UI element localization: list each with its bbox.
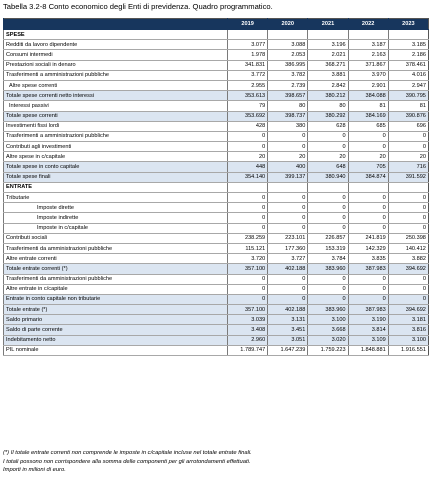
value-cell: 0: [268, 274, 308, 284]
value-cell: 140.412: [388, 243, 428, 253]
value-cell: 648: [308, 162, 348, 172]
value-cell: 3.020: [308, 335, 348, 345]
table-row: [4, 131, 429, 141]
value-cell: [348, 30, 388, 40]
value-cell: 0: [268, 203, 308, 213]
value-cell: 0: [388, 223, 428, 233]
value-cell: 0: [308, 294, 348, 304]
value-cell: 0: [268, 284, 308, 294]
value-cell: 3.109: [348, 335, 388, 345]
table-row: [4, 223, 429, 233]
row-label: Altre entrate correnti: [4, 254, 228, 264]
value-cell: 0: [228, 193, 268, 203]
row-label: Contributi agli investimenti: [4, 142, 228, 152]
row-label: SPESE: [4, 30, 228, 40]
value-cell: 380: [268, 121, 308, 131]
header-year-cell: 2020: [268, 19, 308, 30]
value-cell: 3.051: [268, 335, 308, 345]
value-cell: 0: [308, 131, 348, 141]
row-label: Totale spese correnti: [4, 111, 228, 121]
table-caption: Tabella 3.2-8 Conto economico degli Enti di previdenza. Quadro programmatico.: [3, 2, 273, 11]
value-cell: 380.940: [308, 172, 348, 182]
header-year-cell: 2021: [308, 19, 348, 30]
value-cell: 3.784: [308, 254, 348, 264]
value-cell: 2.901: [348, 80, 388, 90]
row-label: Prestazioni sociali in denaro: [4, 60, 228, 70]
table-body: [4, 30, 429, 356]
value-cell: 384.169: [348, 111, 388, 121]
value-cell: 705: [348, 162, 388, 172]
value-cell: 1.647.239: [268, 345, 308, 355]
value-cell: 402.188: [268, 305, 308, 315]
value-cell: 371.867: [348, 60, 388, 70]
value-cell: 3.088: [268, 40, 308, 50]
value-cell: 0: [308, 213, 348, 223]
row-label: PIL nominale: [4, 345, 228, 355]
value-cell: 394.692: [388, 305, 428, 315]
table-row: [4, 315, 429, 325]
note-line: I totali possono non corrispondere alla somma delle componenti per gli arrotondamenti effettuati.: [3, 458, 251, 465]
table-row: [4, 142, 429, 152]
value-cell: 0: [268, 223, 308, 233]
value-cell: 2.163: [348, 50, 388, 60]
header-year-cell: 2019: [228, 19, 268, 30]
value-cell: 0: [348, 131, 388, 141]
value-cell: 353.692: [228, 111, 268, 121]
value-cell: 390.876: [388, 111, 428, 121]
value-cell: 81: [348, 101, 388, 111]
value-cell: 0: [308, 203, 348, 213]
table-notes: [3, 449, 252, 475]
value-cell: 1.789.747: [228, 345, 268, 355]
value-cell: 384.874: [348, 172, 388, 182]
value-cell: 0: [348, 294, 388, 304]
value-cell: 3.131: [268, 315, 308, 325]
value-cell: 0: [228, 274, 268, 284]
table-row: [4, 335, 429, 345]
value-cell: 2.186: [388, 50, 428, 60]
table-row: [4, 172, 429, 182]
value-cell: 3.100: [308, 315, 348, 325]
table-row: [4, 50, 429, 60]
table-row: [4, 294, 429, 304]
table-row: [4, 162, 429, 172]
value-cell: 386.995: [268, 60, 308, 70]
value-cell: [388, 182, 428, 192]
value-cell: [388, 30, 428, 40]
value-cell: 378.461: [388, 60, 428, 70]
value-cell: 0: [308, 193, 348, 203]
value-cell: 20: [308, 152, 348, 162]
table-row: [4, 193, 429, 203]
value-cell: 0: [348, 213, 388, 223]
row-label: Indebitamento netto: [4, 335, 228, 345]
value-cell: 716: [388, 162, 428, 172]
value-cell: 390.795: [388, 91, 428, 101]
value-cell: 357.100: [228, 264, 268, 274]
row-label: Altre spese correnti: [4, 80, 228, 90]
row-label: Tributarie: [4, 193, 228, 203]
table-row: [4, 30, 429, 40]
value-cell: [228, 182, 268, 192]
row-label: Totale spese finali: [4, 172, 228, 182]
value-cell: 1.848.881: [348, 345, 388, 355]
value-cell: 0: [268, 131, 308, 141]
value-cell: 3.187: [348, 40, 388, 50]
table-row: [4, 70, 429, 80]
value-cell: 80: [268, 101, 308, 111]
value-cell: [308, 30, 348, 40]
value-cell: 685: [348, 121, 388, 131]
table-row: [4, 203, 429, 213]
row-label: Entrate in conto capitale non tributarie: [4, 294, 228, 304]
table-header-row: [4, 19, 429, 30]
value-cell: 3.190: [348, 315, 388, 325]
value-cell: 3.720: [228, 254, 268, 264]
value-cell: 0: [268, 294, 308, 304]
value-cell: 357.100: [228, 305, 268, 315]
value-cell: [268, 30, 308, 40]
value-cell: 142.329: [348, 243, 388, 253]
table-row: [4, 213, 429, 223]
value-cell: 354.140: [228, 172, 268, 182]
table-row: [4, 101, 429, 111]
value-cell: 0: [308, 142, 348, 152]
value-cell: 20: [348, 152, 388, 162]
value-cell: 448: [228, 162, 268, 172]
row-label: Saldo primario: [4, 315, 228, 325]
value-cell: 0: [228, 284, 268, 294]
value-cell: 3.727: [268, 254, 308, 264]
note-line: (*) Il totale entrate correnti non comprende le imposte in c/capitale incluse nel totale entrate finali.: [3, 450, 252, 456]
value-cell: 387.983: [348, 305, 388, 315]
value-cell: 0: [348, 284, 388, 294]
row-label: Altre spese in c/capitale: [4, 152, 228, 162]
row-label: Imposte indirette: [4, 213, 228, 223]
value-cell: 79: [228, 101, 268, 111]
value-cell: 238.259: [228, 233, 268, 243]
value-cell: 380.292: [308, 111, 348, 121]
value-cell: 398.737: [268, 111, 308, 121]
table-row: [4, 284, 429, 294]
header-year-cell: 2023: [388, 19, 428, 30]
value-cell: 3.814: [348, 325, 388, 335]
value-cell: 0: [388, 213, 428, 223]
value-cell: 0: [228, 223, 268, 233]
table-row: [4, 233, 429, 243]
value-cell: 341.831: [228, 60, 268, 70]
value-cell: 250.398: [388, 233, 428, 243]
table-row: [4, 274, 429, 284]
value-cell: 80: [308, 101, 348, 111]
value-cell: 3.408: [228, 325, 268, 335]
value-cell: 3.772: [228, 70, 268, 80]
value-cell: 223.101: [268, 233, 308, 243]
row-label: Trasferimenti a amministrazioni pubbliche: [4, 70, 228, 80]
row-label: Redditi da lavoro dipendente: [4, 40, 228, 50]
row-label: Contributi sociali: [4, 233, 228, 243]
value-cell: 0: [388, 142, 428, 152]
value-cell: 0: [308, 223, 348, 233]
row-label: ENTRATE: [4, 182, 228, 192]
value-cell: 0: [308, 274, 348, 284]
value-cell: 2.947: [388, 80, 428, 90]
value-cell: 0: [228, 203, 268, 213]
value-cell: 0: [348, 142, 388, 152]
value-cell: 20: [228, 152, 268, 162]
note-line: Importi in milioni di euro.: [3, 467, 66, 474]
table-row: [4, 264, 429, 274]
value-cell: 402.188: [268, 264, 308, 274]
value-cell: 2.021: [308, 50, 348, 60]
value-cell: 3.835: [348, 254, 388, 264]
value-cell: 0: [308, 284, 348, 294]
value-cell: 2.955: [228, 80, 268, 90]
value-cell: [268, 182, 308, 192]
value-cell: 3.185: [388, 40, 428, 50]
table-row: [4, 111, 429, 121]
table-row: [4, 305, 429, 315]
value-cell: 3.039: [228, 315, 268, 325]
value-cell: 4.016: [388, 70, 428, 80]
value-cell: 696: [388, 121, 428, 131]
row-label: Interessi passivi: [4, 101, 228, 111]
value-cell: [228, 30, 268, 40]
table-row: [4, 40, 429, 50]
value-cell: 1.759.223: [308, 345, 348, 355]
value-cell: 3.668: [308, 325, 348, 335]
row-label: Totale entrate correnti (*): [4, 264, 228, 274]
row-label: Trasferimenti da amministrazioni pubbliche: [4, 243, 228, 253]
value-cell: 226.857: [308, 233, 348, 243]
value-cell: 353.613: [228, 91, 268, 101]
value-cell: 400: [268, 162, 308, 172]
value-cell: 241.819: [348, 233, 388, 243]
value-cell: 387.983: [348, 264, 388, 274]
value-cell: 0: [268, 213, 308, 223]
value-cell: 1.978: [228, 50, 268, 60]
row-label: Totale spese correnti netto interessi: [4, 91, 228, 101]
value-cell: 384.088: [348, 91, 388, 101]
value-cell: 1.916.551: [388, 345, 428, 355]
header-year-cell: 2022: [348, 19, 388, 30]
table-row: [4, 325, 429, 335]
value-cell: 3.196: [308, 40, 348, 50]
value-cell: 2.842: [308, 80, 348, 90]
value-cell: 0: [388, 274, 428, 284]
value-cell: 3.181: [388, 315, 428, 325]
value-cell: 3.782: [268, 70, 308, 80]
row-label: Imposte in c/capitale: [4, 223, 228, 233]
value-cell: 153.319: [308, 243, 348, 253]
value-cell: 383.960: [308, 264, 348, 274]
value-cell: 3.816: [388, 325, 428, 335]
value-cell: 2.960: [228, 335, 268, 345]
value-cell: 0: [228, 131, 268, 141]
value-cell: 0: [388, 131, 428, 141]
row-label: Trasferimenti da amministrazioni pubbliche: [4, 274, 228, 284]
value-cell: 3.100: [388, 335, 428, 345]
value-cell: 81: [388, 101, 428, 111]
value-cell: 177.360: [268, 243, 308, 253]
value-cell: 0: [348, 274, 388, 284]
value-cell: 2.053: [268, 50, 308, 60]
financial-table: [3, 18, 429, 356]
row-label: Totale spese in conto capitale: [4, 162, 228, 172]
table-row: [4, 121, 429, 131]
table-row: [4, 60, 429, 70]
value-cell: 3.077: [228, 40, 268, 50]
value-cell: 368.271: [308, 60, 348, 70]
row-label: Imposte dirette: [4, 203, 228, 213]
value-cell: 394.692: [388, 264, 428, 274]
row-label: Totale entrate (*): [4, 305, 228, 315]
value-cell: 399.137: [268, 172, 308, 182]
value-cell: [308, 182, 348, 192]
value-cell: 3.451: [268, 325, 308, 335]
table-row: [4, 182, 429, 192]
value-cell: 3.881: [308, 70, 348, 80]
value-cell: 0: [388, 294, 428, 304]
row-label: Altre entrate in c/capitale: [4, 284, 228, 294]
row-label: Trasferimenti a amministrazioni pubbliche: [4, 131, 228, 141]
value-cell: 0: [268, 193, 308, 203]
table-row: [4, 345, 429, 355]
value-cell: 628: [308, 121, 348, 131]
row-label: Saldo di parte corrente: [4, 325, 228, 335]
value-cell: 3.882: [388, 254, 428, 264]
table-row: [4, 243, 429, 253]
table-row: [4, 152, 429, 162]
value-cell: 0: [228, 142, 268, 152]
header-label-cell: [4, 19, 228, 30]
value-cell: [348, 182, 388, 192]
value-cell: 0: [268, 142, 308, 152]
value-cell: 3.970: [348, 70, 388, 80]
value-cell: 115.121: [228, 243, 268, 253]
row-label: Consumi intermedi: [4, 50, 228, 60]
value-cell: 20: [268, 152, 308, 162]
value-cell: 0: [348, 193, 388, 203]
row-label: Investimenti fissi lordi: [4, 121, 228, 131]
value-cell: 428: [228, 121, 268, 131]
value-cell: 0: [228, 294, 268, 304]
value-cell: 380.212: [308, 91, 348, 101]
value-cell: 20: [388, 152, 428, 162]
table-row: [4, 91, 429, 101]
value-cell: 0: [348, 223, 388, 233]
table-row: [4, 254, 429, 264]
value-cell: 0: [348, 203, 388, 213]
value-cell: 398.657: [268, 91, 308, 101]
value-cell: 0: [388, 203, 428, 213]
value-cell: 0: [388, 193, 428, 203]
value-cell: 0: [228, 213, 268, 223]
value-cell: 0: [388, 284, 428, 294]
value-cell: 391.592: [388, 172, 428, 182]
table-row: [4, 80, 429, 90]
value-cell: 2.739: [268, 80, 308, 90]
value-cell: 383.960: [308, 305, 348, 315]
